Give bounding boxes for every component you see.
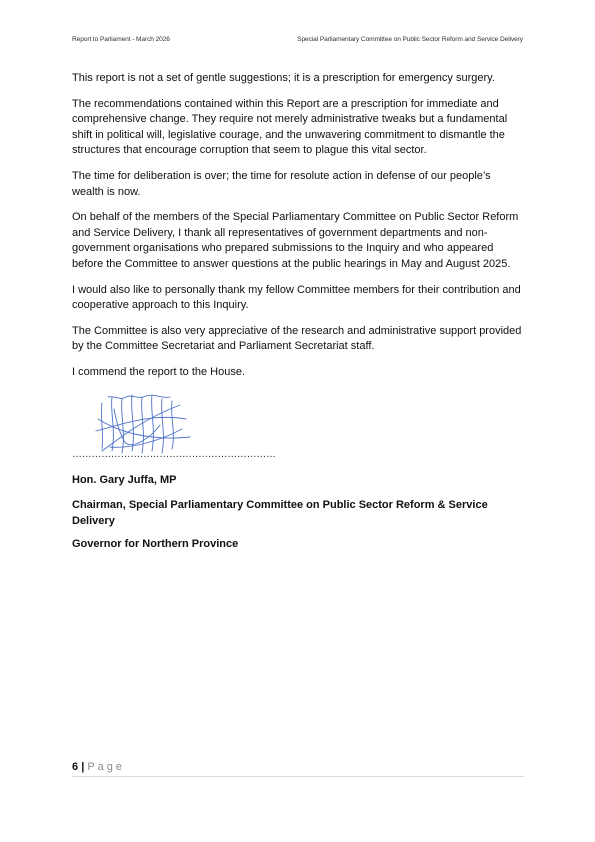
paragraph: The Committee is also very appreciative of the research and administrative support provided by the Committee Secretariat and Parliament Secretariat staff. bbox=[72, 324, 522, 353]
paragraph: This report is not a set of gentle suggestions; it is a prescription for emergency surgery. bbox=[72, 72, 495, 84]
page-label: Page bbox=[87, 761, 126, 773]
paragraph: On behalf of the members of the Special Parliamentary Committee on Public Sector Reform and Service Delivery, I thank all representatives of government departments and non-government organisations who prepared submissions to the Inquiry and who appeared before the Committee to answer questions at the public hearings in May and August 2025. bbox=[72, 211, 519, 270]
signatory-title: Chairman, Special Parliamentary Committee on Public Sector Reform & Service Delivery bbox=[72, 499, 488, 527]
paragraph: I commend the report to the House. bbox=[72, 365, 246, 378]
signature-area bbox=[72, 391, 524, 457]
signatory-name: Hon. Gary Juffa, MP bbox=[72, 473, 177, 486]
paragraph: I would also like to personally thank my fellow Committee members for their contribution and cooperative approach to this Inquiry. bbox=[72, 283, 521, 312]
paragraph: The recommendations contained within this Report are a prescription for immediate and comprehensive change. They require not merely administrative tweaks but a fundamental shift in political will, legislative courage, and the unwavering commitment to dismantle the structures that encourage corruption that seem to plague this vital sector. bbox=[72, 97, 508, 157]
header-committee-name: Special Parliamentary Committee on Public Sector Reform and Service Delivery bbox=[297, 36, 523, 43]
signatory-role: Governor for Northern Province bbox=[72, 538, 239, 551]
footer-separator: | bbox=[81, 761, 85, 773]
header-report-title: Report to Parliament - March 2026 bbox=[72, 36, 170, 43]
handwritten-signature bbox=[90, 389, 220, 457]
signature-line: ……………………………………………………… bbox=[72, 448, 276, 460]
document-body bbox=[72, 71, 524, 553]
page-number: 6 bbox=[72, 761, 79, 773]
paragraph: The time for deliberation is over; the time for resolute action in defense of our people’s wealth is now. bbox=[72, 169, 491, 198]
page-footer bbox=[72, 761, 524, 777]
